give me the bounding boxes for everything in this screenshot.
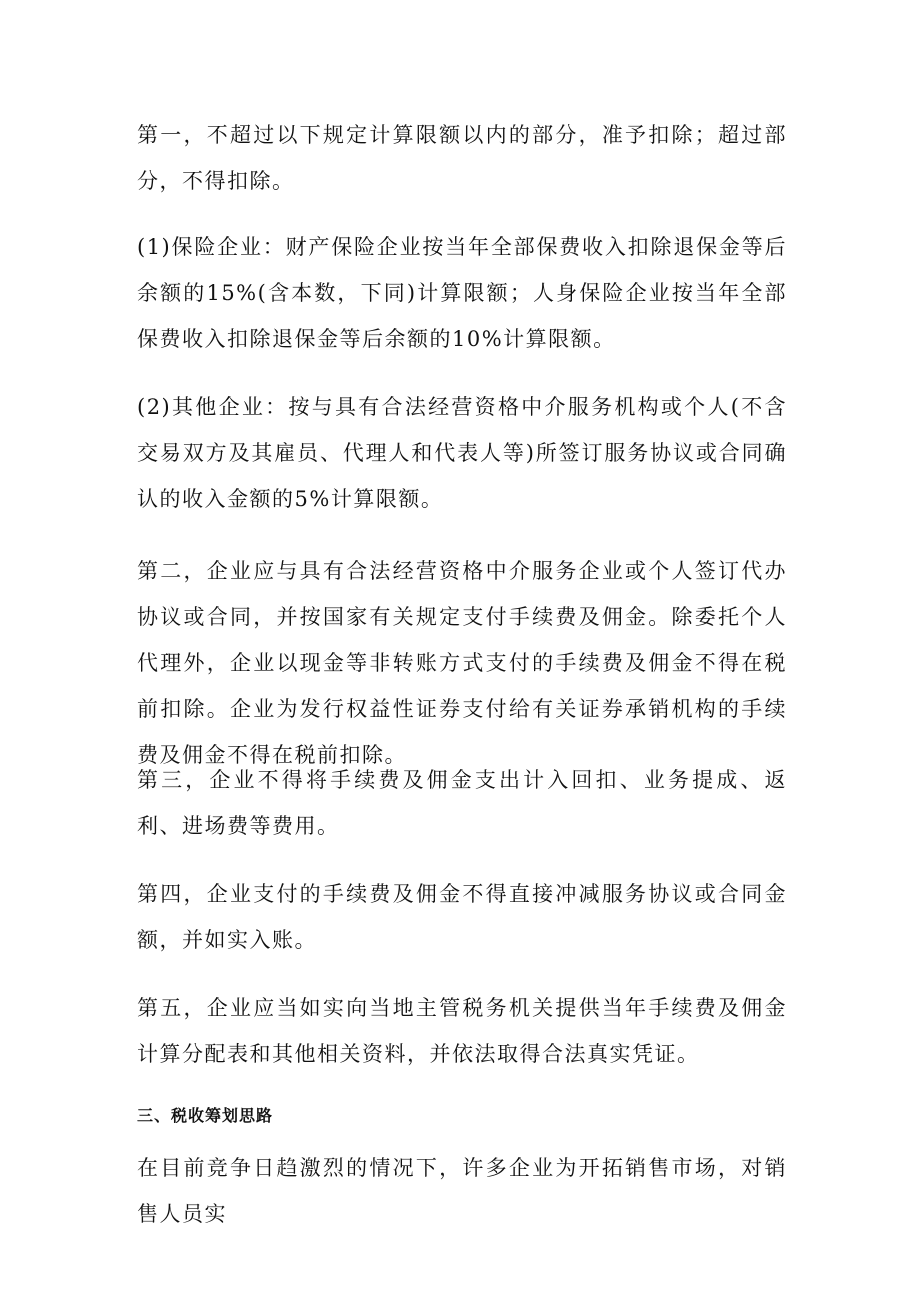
paragraph-rule-one: 第一，不超过以下规定计算限额以内的部分，准予扣除；超过部分，不得扣除。 — [137, 123, 787, 193]
paragraph-rule-two: 第二，企业应与具有合法经营资格中介服务企业或个人签订代办协议或合同，并按国家有关规定支付手续费及佣金。除委托个人代理外，企业以现金等非转账方式支付的手续费及佣金不得在税前扣除。企业为发行权益性证券支付给有关证券承销机构的手续费及佣金不得在税前扣除。 — [137, 559, 787, 767]
paragraph-rule-three: 第三，企业不得将手续费及佣金支出计入回扣、业务提成、返利、进场费等费用。 — [137, 768, 787, 838]
paragraph-rule-five: 第五，企业应当如实向当地主管税务机关提供当年手续费及佣金计算分配表和其他相关资料，并依法取得合法真实凭证。 — [137, 996, 787, 1066]
paragraph-closing: 在目前竞争日趋激烈的情况下，许多企业为开拓销售市场，对销售人员实 — [137, 1156, 787, 1226]
paragraph-insurance-enterprises: (1)保险企业：财产保险企业按当年全部保费收入扣除退保金等后余额的15%(含本数，下同)计算限额；人身保险企业按当年全部保费收入扣除退保金等后余额的10%计算限额。 — [137, 235, 787, 351]
section-heading: 三、税收筹划思路 — [137, 1106, 274, 1125]
paragraph-rule-four: 第四，企业支付的手续费及佣金不得直接冲减服务协议或合同金额，并如实入账。 — [137, 882, 787, 952]
paragraph-other-enterprises: (2)其他企业：按与具有合法经营资格中介服务机构或个人(不含交易双方及其雇员、代理人和代表人等)所签订服务协议或合同确认的收入金额的5%计算限额。 — [137, 395, 787, 511]
